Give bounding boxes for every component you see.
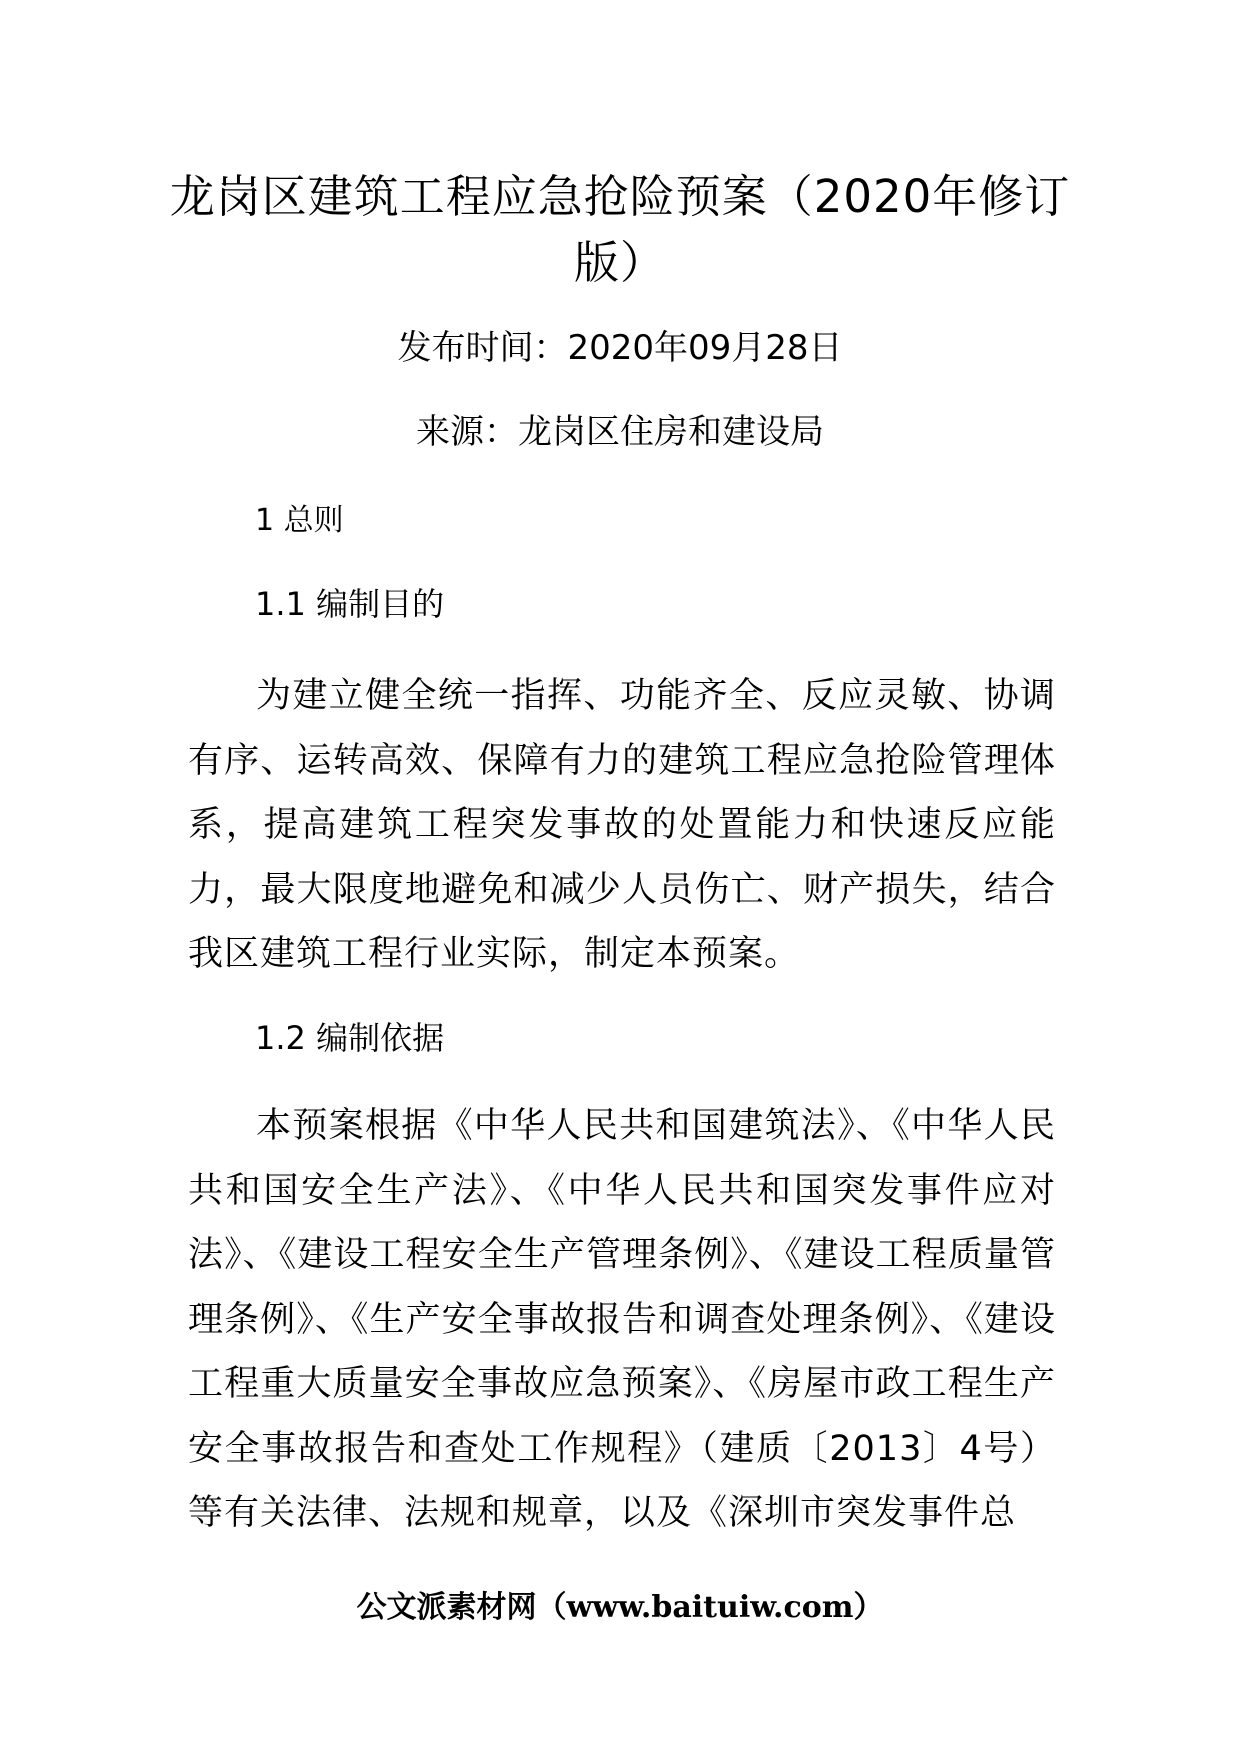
section-heading-general: 1 总则: [255, 503, 344, 538]
paragraph-purpose: 为建立健全统一指挥、功能齐全、反应灵敏、协调有序、运转高效、保障有力的建筑工程应急抢险管理体系，提高建筑工程突发事故的处置能力和快速反应能力，最大限度地避免和减少人员伤亡、财产损失，结合我区建筑工程行业实际，制定本预案。: [188, 676, 1056, 974]
section-heading-basis: 1.2 编制依据: [255, 1019, 445, 1057]
publish-date: 发布时间：2020年09月28日: [397, 328, 843, 368]
paragraph-basis: 本预案根据《中华人民共和国建筑法》、《中华人民共和国安全生产法》、《中华人民共和国突发事件应对法》、《建设工程安全生产管理条例》、《建设工程质量管理条例》、《生产安全事故报告和调查处理条例》、《建设工程重大质量安全事故应急预案》、《房屋市政工程生产安全事故报告和查处工作规程》（建质〔2013〕4号）等有关法律、法规和规章，以及《深圳市突发事件总: [188, 1106, 1056, 1533]
document-source: 来源：龙岗区住房和建设局: [416, 412, 824, 452]
footer-watermark: 公文派素材网（www.baituiw.com）: [356, 1590, 884, 1625]
section-heading-purpose: 1.1 编制目的: [255, 585, 445, 623]
document-title: 龙岗区建筑工程应急抢险预案（2020年修订版）: [169, 170, 1071, 289]
